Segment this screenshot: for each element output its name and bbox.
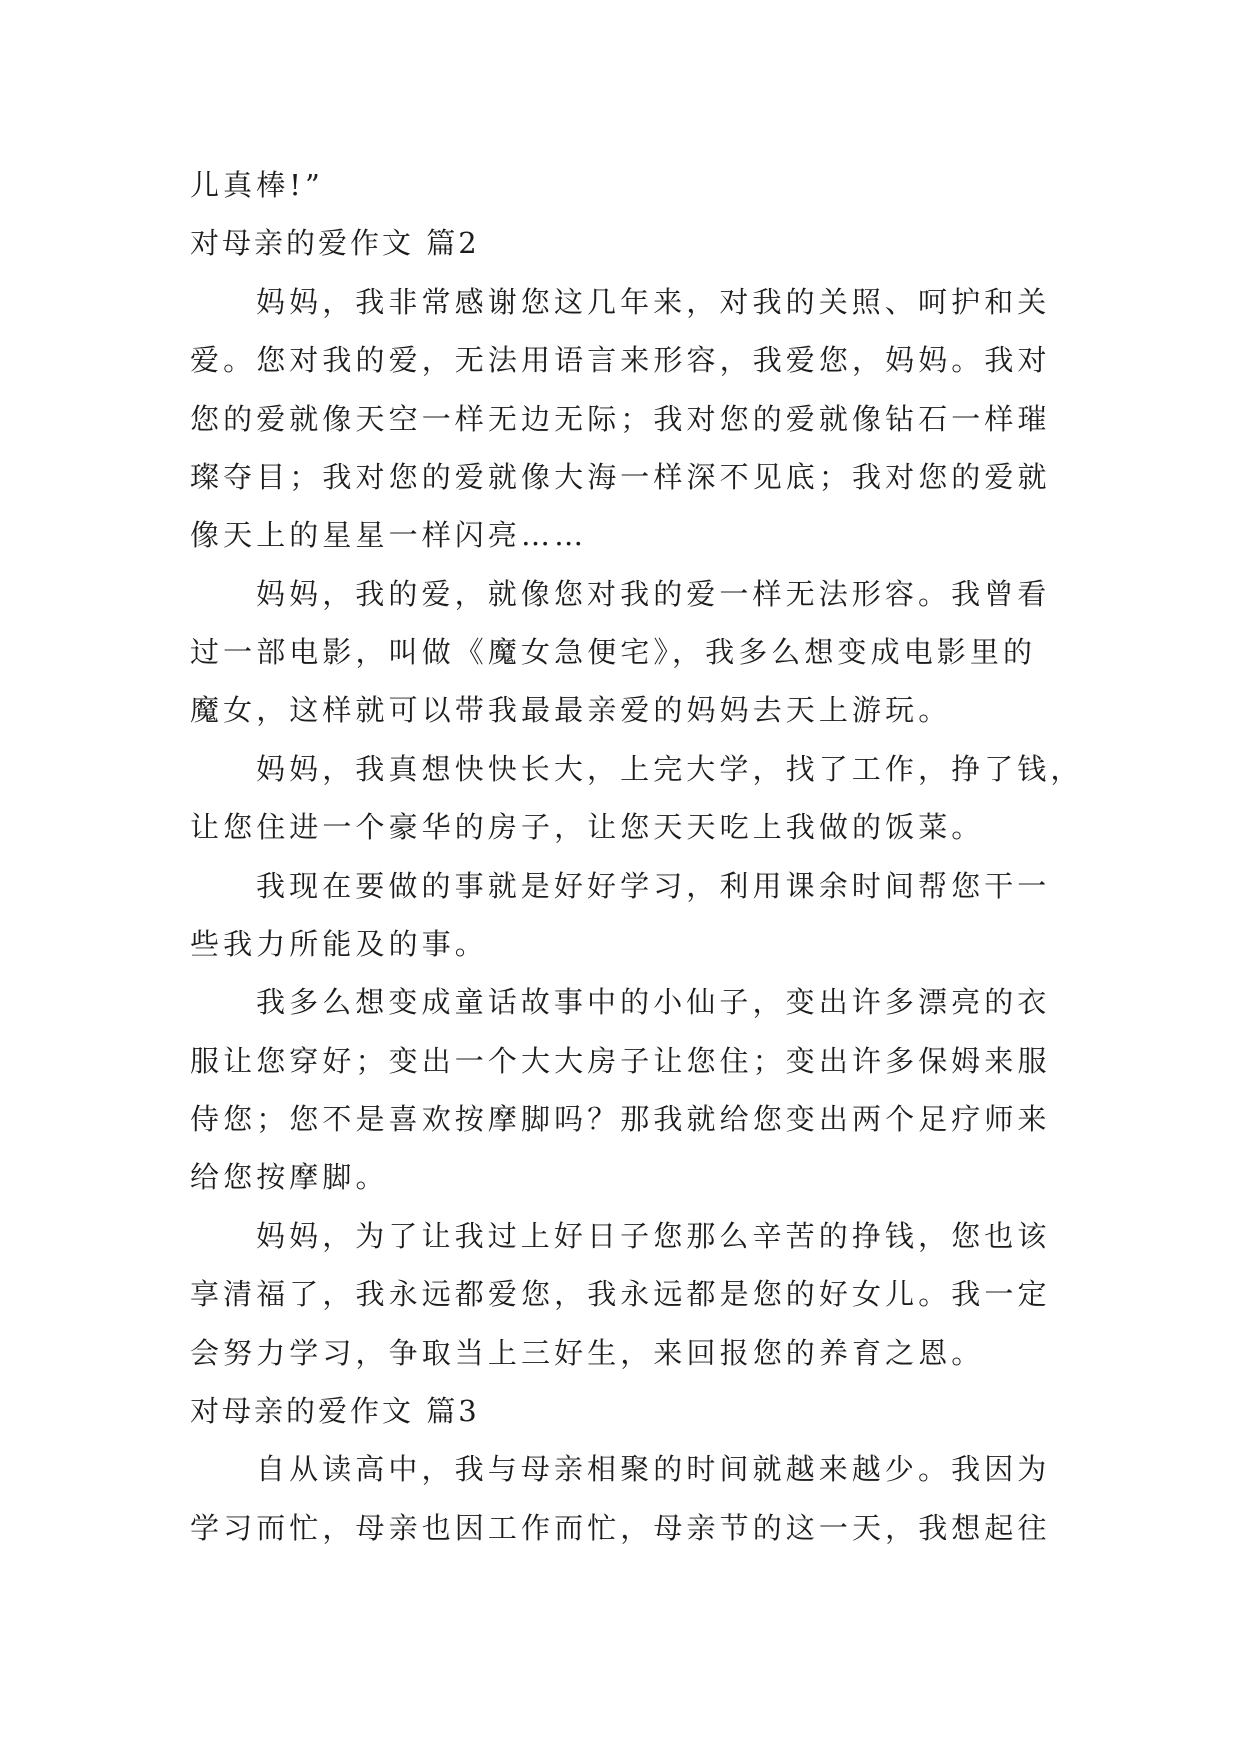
section-heading: 对母亲的爱作文 篇3 [190, 1393, 480, 1428]
text-line: 享清福了，我永远都爱您，我永远都是您的好女儿。我一定 [190, 1277, 1051, 1312]
text-line: 像天上的星星一样闪亮…… [190, 518, 588, 553]
paragraph [190, 1207, 1090, 1382]
text-line: 服让您穿好；变出一个大大房子让您住；变出许多保姆来服 [190, 1043, 1051, 1078]
text-line: 过一部电影，叫做《魔女急便宅》，我多么想变成电影里的 [190, 635, 1037, 669]
text-line: 自从读高中，我与母亲相聚的时间就越来越少。我因为 [256, 1452, 1051, 1487]
text-line: 我现在要做的事就是好好学习，利用课余时间帮您干一 [256, 868, 1051, 903]
paragraph [190, 857, 1090, 974]
text-line: 妈妈，我真想快快长大，上完大学，找了工作，挣了钱， [256, 751, 1084, 786]
text-line: 会努力学习，争取当上三好生，来回报您的养育之恩。 [190, 1335, 985, 1370]
section-heading: 对母亲的爱作文 篇2 [190, 226, 480, 261]
text-line: 我多么想变成童话故事中的小仙子，变出许多漂亮的衣 [256, 985, 1051, 1020]
paragraph [190, 273, 1090, 565]
paragraph-continued [190, 156, 1090, 214]
text-line: 侍您；您不是喜欢按摩脚吗？那我就给您变出两个足疗师来 [190, 1102, 1051, 1136]
text-line: 璨夺目；我对您的爱就像大海一样深不见底；我对您的爱就 [190, 459, 1051, 494]
text-line: 妈妈，我非常感谢您这几年来，对我的关照、呵护和关 [256, 284, 1051, 319]
text-line: 儿真棒!” [190, 168, 324, 202]
paragraph [190, 740, 1090, 857]
paragraph [190, 973, 1090, 1207]
paragraph [190, 1440, 1090, 1557]
text-line: 些我力所能及的事。 [190, 926, 488, 961]
text-line: 爱。您对我的爱，无法用语言来形容，我爱您，妈妈。我对 [190, 343, 1051, 378]
paragraph [190, 565, 1090, 740]
text-line: 学习而忙，母亲也因工作而忙，母亲节的这一天，我想起往 [190, 1510, 1051, 1545]
text-line: 给您按摩脚。 [190, 1160, 389, 1195]
text-line: 让您住进一个豪华的房子，让您天天吃上我做的饭菜。 [190, 810, 985, 845]
text-line: 魔女，这样就可以带我最最亲爱的妈妈去天上游玩。 [190, 693, 952, 728]
text-line: 妈妈，我的爱，就像您对我的爱一样无法形容。我曾看 [256, 576, 1051, 611]
text-line: 妈妈，为了让我过上好日子您那么辛苦的挣钱，您也该 [256, 1218, 1051, 1253]
text-line: 您的爱就像天空一样无边无际；我对您的爱就像钻石一样璀 [190, 401, 1051, 436]
document-body [190, 156, 1090, 1557]
